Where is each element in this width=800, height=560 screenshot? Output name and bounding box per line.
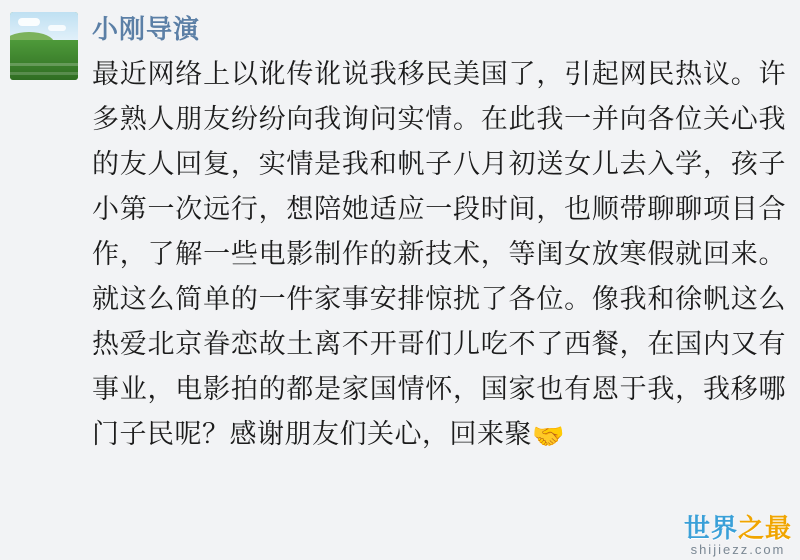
watermark-subtitle: shijiezz.com (690, 542, 786, 557)
watermark-title-part1: 世界 (683, 513, 738, 543)
post-content (78, 10, 786, 560)
avatar-cloud-icon-secondary (48, 25, 66, 31)
avatar-field-row-secondary (10, 72, 78, 75)
avatar-cloud-icon (18, 18, 40, 26)
handshake-emoji-icon: 🤝 (532, 421, 565, 451)
avatar-field-row (10, 63, 78, 66)
post-body (92, 52, 786, 459)
watermark-title-part2: 之最 (737, 513, 792, 543)
post-author-name[interactable]: 小刚导演 (92, 14, 201, 44)
watermark-title (684, 515, 792, 541)
watermark (684, 515, 792, 556)
avatar[interactable] (10, 12, 78, 80)
post-body-text: 最近网络上以讹传讹说我移民美国了，引起网民热议。许多熟人朋友纷纷向我询问实情。在此我一并向各位关心我的友人回复，实情是我和帆子八月初送女儿去入学，孩子小第一次远行，想陪她适应一段时间，也顺带聊聊项目合作，了解一些电影制作的新技术，等闺女放寒假就回来。就这么简单的一件家事安排惊扰了各位。像我和徐帆这么热爱北京眷恋故土离不开哥们儿吃不了西餐，在国内又有事业，电影拍的都是家国情怀，国家也有恩于我，我移哪门子民呢？感谢朋友们关心，回来聚 (92, 59, 786, 449)
